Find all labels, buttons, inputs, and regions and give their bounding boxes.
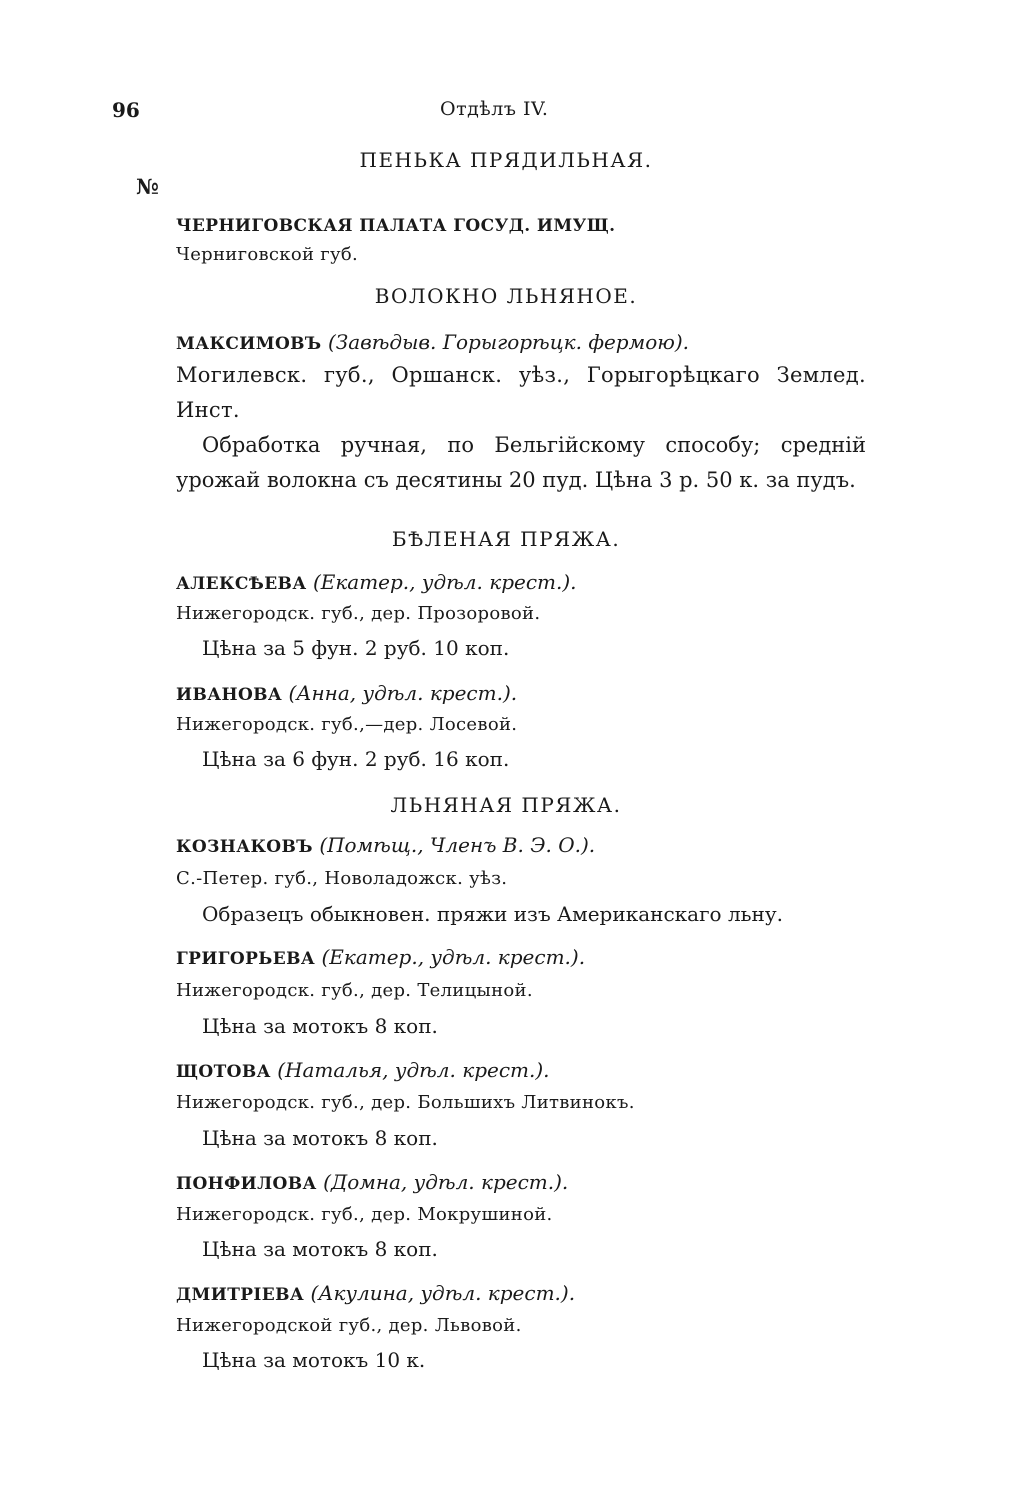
section-heading-hemp: ПЕНЬКА ПРЯДИЛЬНАЯ. <box>359 148 653 172</box>
entry-price: Цѣна за мотокъ 10 к. <box>202 1348 426 1372</box>
number-sign: № <box>136 174 159 199</box>
entry-name <box>176 1170 568 1194</box>
section-heading-flax-fiber: ВОЛОКНО ЛЬНЯНОЕ. <box>374 284 638 308</box>
exhibitor-title: (Домна, удѣл. крест.). <box>323 1170 569 1194</box>
entry-price: Цѣна за мотокъ 8 коп. <box>202 1014 438 1038</box>
exhibitor-title: (Екатер., удѣл. крест.). <box>321 945 586 969</box>
entry-name <box>176 945 585 969</box>
entry-name <box>176 833 595 857</box>
exhibitor-name: АЛЕКСѢЕВА <box>176 574 307 594</box>
entry-name <box>176 681 517 705</box>
entry-description <box>176 428 866 498</box>
entry-description: Образецъ обыкновен. пряжи изъ Американскаго льну. <box>202 902 783 926</box>
description-text: Обработка ручная, по Бельгійскому способу; средній урожай волокна съ десятины 20 пуд. Цѣна 3 р. 50 к. за пудъ. <box>176 433 866 492</box>
entry-place: Черниговской губ. <box>176 244 359 265</box>
exhibitor-name: КОЗНАКОВЪ <box>176 837 313 857</box>
entry-price: Цѣна за 5 фун. 2 руб. 10 коп. <box>202 636 510 660</box>
entry-price: Цѣна за мотокъ 8 коп. <box>202 1237 438 1261</box>
exhibitor-name: ИВАНОВА <box>176 685 283 705</box>
entry-name <box>176 212 615 236</box>
running-head: Отдѣлъ IV. <box>440 98 549 120</box>
entry-name <box>176 1058 550 1082</box>
entry-place: С.-Петер. губ., Новоладожск. уѣз. <box>176 868 508 889</box>
exhibitor-name: ЩОТОВА <box>176 1062 271 1082</box>
exhibitor-title: (Акулина, удѣл. крест.). <box>310 1281 576 1305</box>
entry-place: Нижегородск. губ., дер. Телицыной. <box>176 980 533 1001</box>
exhibitor-name: ДМИТРІЕВА <box>176 1285 305 1305</box>
entry-place: Нижегородск. губ., дер. Большихъ Литвинокъ. <box>176 1092 635 1113</box>
entry-name <box>176 330 689 354</box>
exhibitor-title: (Завѣдыв. Горыгорѣцк. фермою). <box>327 330 690 354</box>
exhibitor-title: (Наталья, удѣл. крест.). <box>277 1058 550 1082</box>
entry-place: Нижегородск. губ., дер. Прозоровой. <box>176 603 541 624</box>
exhibitor-name: ПОНФИЛОВА <box>176 1174 317 1194</box>
exhibitor-name: ЧЕРНИГОВСКАЯ ПАЛАТА ГОСУД. ИМУЩ. <box>176 216 616 236</box>
entry-place: Могилевск. губ., Оршанск. уѣз., Горыгорѣцкаго Землед. Инст. <box>176 363 866 422</box>
page-number: 96 <box>112 98 140 122</box>
entry-place: Нижегородск. губ., дер. Мокрушиной. <box>176 1204 553 1225</box>
exhibitor-name: МАКСИМОВЪ <box>176 334 322 354</box>
entry-place: Нижегородск. губ.,—дер. Лосевой. <box>176 714 518 735</box>
exhibitor-title: (Анна, удѣл. крест.). <box>288 681 518 705</box>
exhibitor-title: (Помѣщ., Членъ В. Э. О.). <box>319 833 596 857</box>
exhibitor-title: (Екатер., удѣл. крест.). <box>312 570 577 594</box>
section-heading-linen-yarn: ЛЬНЯНАЯ ПРЯЖА. <box>390 793 622 817</box>
entry-name <box>176 1281 575 1305</box>
entry-price: Цѣна за мотокъ 8 коп. <box>202 1126 438 1150</box>
exhibitor-name: ГРИГОРЬЕВА <box>176 949 316 969</box>
entry-place: Нижегородской губ., дер. Львовой. <box>176 1315 522 1336</box>
entry-price: Цѣна за 6 фун. 2 руб. 16 коп. <box>202 747 510 771</box>
section-heading-bleached-yarn: БѢЛЕНАЯ ПРЯЖА. <box>391 527 621 551</box>
entry-name <box>176 570 577 594</box>
